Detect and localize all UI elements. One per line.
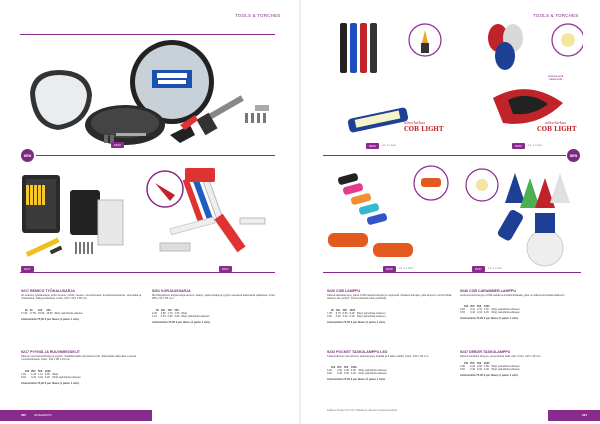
product-tag: 9224	[366, 143, 379, 149]
min-order-note: Aloitushinta 75,00 € per tilaus (1 paino 1 väri).	[21, 318, 80, 321]
pocket-torch-image	[323, 163, 458, 268]
product-title: 9217 REMICO TYÖKALUSARJA	[21, 289, 75, 293]
feature-label: COB LIGHT	[404, 126, 444, 133]
product-description: Kätevä ruuvimeisselisarja ja pyyhin. Sisältää kaikki tarvittavat terät. Säilytetään kätevästi omassa muovikotelossa. Koko: 162 x 98 x 43 mm.	[21, 355, 137, 362]
min-order-note: Aloitushinta 75,00 € per tilaus (1 paino 1 väri).	[21, 382, 80, 385]
left-lower-rule	[20, 272, 275, 273]
min-order-note: Aloitushinta 75,00 € per tilaus (1 paino 1 väri).	[460, 374, 519, 377]
product-description: Kätevä taskulamppu, jossa COB-valoteknologia ja magneetti. Mukana kiinnike, jolla lampun voi kiinnittää taskuun tai vyöhön. Toimii kolmella AAA-paristolla.	[327, 294, 452, 301]
bottom-note: Kaikkien hintojen ALV 0%. Pidätämme oikeuden hinnanmuutoksiin.	[327, 409, 398, 412]
price-table: 50 100 250 1000 7.45 6.75 6.50 6.28 €/kpl, painohinta erikseen 0.62 0.40 0.32 0.28 €/kpl, painohinta erikseen	[327, 309, 386, 318]
left-mid-rule	[36, 155, 275, 156]
min-order-note: Aloitushinta 75,00 € per tilaus (1 paino 1 väri).	[460, 317, 519, 320]
product-tag: 9123	[111, 142, 124, 148]
feature-label: COB LIGHT	[537, 126, 577, 133]
product-description: 20-osainen työkalusarja, johon kuuluu: pihdit, vasara, ruuvimeisselit, kuusiokoloavaimet, vesivaaka ja mittanauha. Säilytysrasiassa. Koko: 216 x 216 x 58 mm.	[21, 294, 142, 301]
feature-script: ultra-kirkas	[545, 121, 567, 125]
feature-script: ultra-kirkas	[404, 121, 426, 125]
keyring-caption: Avaimenperä valaisimella	[548, 75, 564, 81]
product-title: 9261 KORJAUSSARJA	[152, 289, 191, 293]
min-order-note: Aloitushinta 75,00 € per tilaus (1 paino 1 väri).	[327, 321, 386, 324]
min-order-note: Aloitushinta 75,00 € per tilaus (1 paino 1 väri).	[152, 321, 211, 324]
tool-kit-image	[20, 35, 275, 147]
tag-note: sis. 3 x AAA	[382, 144, 396, 147]
carabiner-lamp-image	[478, 18, 583, 143]
page-number: 221	[582, 413, 588, 417]
price-table: 100 250 500 1000 2.56 2.25 2.06 1.89 €/kpl, painohinta erikseen 0.52 0.40 0.32 0.26 €/kpl, painohinta erikseen	[460, 362, 520, 371]
product-tag: 9217	[21, 266, 34, 272]
product-title: 9233 POCKET TASKULAMPPU LED	[327, 350, 388, 354]
product-tag: 9229	[383, 266, 396, 272]
left-page-header: TOOLS & TORCHES	[235, 13, 281, 18]
product-description: Kätevä karabiini lamppu, jossa kirkas LED-valo. Koko: 125 x 45 mm.	[460, 355, 542, 358]
repair-kit-image	[140, 163, 275, 268]
price-table: 100 250 500 1000 1.60 1.29 1.12 0.99 €/kpl 0.62 0.42 0.32 0.26 €/kpl, painohinta erikseen	[21, 370, 81, 379]
product-title: 9226 COB LAMPPU	[327, 289, 361, 293]
price-table: 100 250 500 1000 3.22 2.84 2.46 2.28 €/kpl, painohinta erikseen 0.62 0.38 0.30 0.26 €/kpl, painohinta erikseen	[327, 366, 387, 375]
product-tag: 9247	[472, 266, 485, 272]
right-lower-rule	[323, 272, 581, 273]
debor-torch-image	[460, 163, 580, 273]
product-title: 9246 COB CARABINER-LAMPPU	[460, 289, 516, 293]
product-tag: 9226	[512, 143, 525, 149]
tag-note: sis. 3 x AAA	[528, 144, 542, 147]
screwdriver-set-image	[20, 170, 130, 270]
price-table: 50 100 250 500 2.06 1.86 1.76 1.66 €/kpl 1.12 0.93 0.86 0.80 €/kpl, painohinta erikseen	[152, 309, 210, 318]
product-title: 9217 PYYNIÄ JA RUUVIMEISSELIT	[21, 350, 80, 354]
price-table: 100 250 500 1000 3.26 3.12 2.76 2.52 €/kpl, painohinta erikseen 0.54 0.40 0.32 0.26 €/kpl, painohinta erikseen	[460, 305, 520, 314]
min-order-note: Aloitushinta 75,00 € per tilaus (1 paino 1 väri).	[327, 378, 386, 381]
new-badge: NEW	[21, 149, 34, 162]
product-description: Avaimenperä-lamppu COB-valolla ja karabiinihakalla, joka on kätevä kiinnittää laukkuun.	[460, 294, 566, 297]
right-page-header: TOOLS & TORCHES	[533, 13, 579, 18]
tag-note: sis. 3 x AAA	[488, 267, 502, 270]
product-tag: 9217	[219, 266, 232, 272]
tag-note: sis. 3 x AAA	[399, 267, 413, 270]
left-footer-bar	[0, 410, 152, 421]
product-description: Monikäyttöinen korjaussarja autoon: kaavin, jäänpoistaja ja pyyhin samassa kätevässä paketissa. Koko: 285 x 60 x 55 mm.	[152, 294, 276, 301]
right-mid-rule	[323, 155, 566, 156]
footer-section: GIVEAWAYS	[34, 413, 52, 417]
price-table: 25 50 100 250 17.90 17.50 16.90 16.50 €/kpl, painohinta erikseen	[21, 309, 83, 315]
product-title: 9247 DEBOR TASKULAMPPU	[460, 350, 511, 354]
new-badge: NEW	[567, 149, 580, 162]
page-spine	[299, 0, 301, 424]
right-footer-bar	[548, 410, 600, 421]
product-description: Taskukokoinen alumiininen taskulamppu lenkillä ja 9 LED-valolla. Koko: 100 x 26 mm.	[327, 355, 430, 358]
cob-light-image	[330, 18, 450, 143]
page-number: 220	[21, 413, 27, 417]
